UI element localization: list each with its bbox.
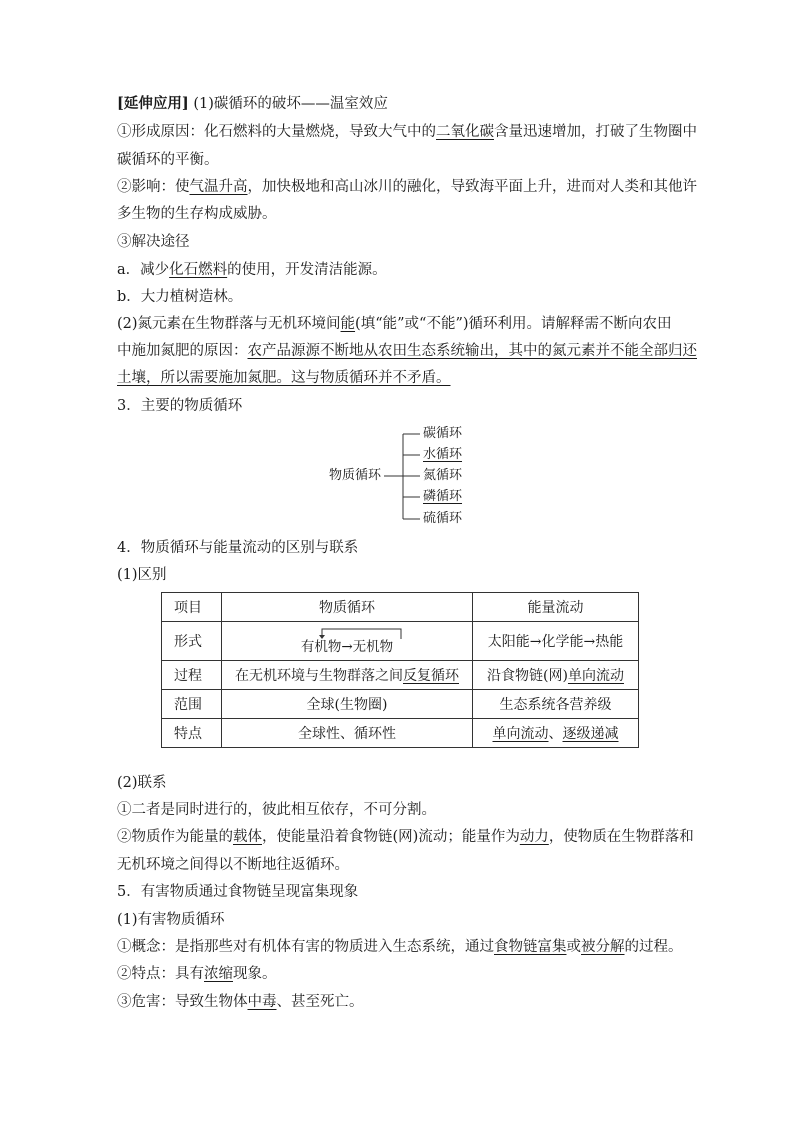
concept-line [117, 937, 683, 957]
relation-2-mid: ，使能量沿着食物链(网)流动；能量作为 [262, 829, 520, 845]
harm-prefix: ③危害：导致生物体 [117, 994, 248, 1010]
section5-title: 5．有害物质通过食物链呈现富集现象 [117, 884, 359, 900]
section5-sub1: (1)有害物质循环 [117, 912, 225, 928]
impact-prefix: ②影响：使 [117, 179, 190, 195]
tree-root-label: 物质循环 [329, 468, 382, 483]
nitrogen-line3-blank: 土壤，所以需要施加氮肥。这与物质循环并不矛盾。 [117, 370, 451, 386]
impact-line-2: 多生物的生存构成威胁。 [117, 206, 277, 222]
section4-title: 4．物质循环与能量流动的区别与联系 [117, 540, 359, 556]
solution-title: ③解决途径 [117, 234, 190, 250]
nitrogen-prefix: (2)氮元素在生物群落与无机环境间 [117, 316, 341, 332]
extension-tag: [延伸应用] [117, 95, 189, 112]
harm-blank: 中毒 [247, 994, 277, 1010]
feature-suffix: 现象。 [233, 966, 277, 982]
cause-prefix: ①形成原因：化石燃料的大量燃烧，导致大气中的 [117, 124, 436, 140]
feature-prefix: ②特点：具有 [117, 966, 204, 982]
tree-item-carbon: 碳循环 [423, 426, 463, 441]
process-energy [473, 661, 639, 690]
flow-from: 有机物 [300, 639, 342, 655]
section3-title: 3．主要的物质循环 [117, 398, 243, 414]
header-energy: 能量流动 [473, 593, 639, 622]
form-matter [222, 622, 473, 661]
nitrogen-blank: 能 [340, 316, 356, 332]
nitrogen-suffix: (填“能”或“不能”)循环利用。请解释需不断向农田 [355, 316, 672, 332]
impact-suffix: ，加快极地和高山冰川的融化，导致海平面上升，进而对人类和其他许 [247, 179, 697, 195]
table-row-process [162, 661, 639, 690]
cause-blank: 二氧化碳 [436, 124, 494, 140]
table-row-feature [162, 719, 639, 748]
feature-matter: 全球性、循环性 [222, 719, 473, 748]
relation-2-blank1: 载体 [233, 829, 262, 845]
matter-flow-diagram [301, 627, 393, 655]
cause-suffix: 含量迅速增加，打破了生物圈中 [494, 124, 697, 140]
comparison-table [161, 592, 639, 748]
tree-item-sulfur: 硫循环 [423, 511, 463, 526]
feature-label: 特点 [162, 719, 222, 748]
table-row-scope [162, 690, 639, 719]
concept-blank2: 被分解 [581, 939, 625, 955]
scope-label: 范围 [162, 690, 222, 719]
feature-energy-sep: 、 [548, 726, 563, 742]
harm-line [117, 992, 364, 1012]
concept-blank1: 食物链富集 [494, 939, 567, 955]
relation-2-line2: 无机环境之间得以不断地往返循环。 [117, 857, 349, 873]
process-matter-prefix: 在无机环境与生物群落之间 [235, 668, 403, 684]
form-label: 形式 [162, 622, 222, 661]
relation-2 [117, 827, 694, 847]
harm-suffix: 、甚至死亡。 [276, 994, 364, 1010]
scope-matter: 全球(生物圈) [222, 690, 473, 719]
process-label: 过程 [162, 661, 222, 690]
cycle-return-arrow [301, 627, 421, 639]
solution-b: b．大力植树造林。 [117, 289, 243, 305]
header-matter: 物质循环 [222, 593, 473, 622]
feature-energy-b: 逐级递减 [562, 726, 619, 742]
relation-1: ①二者是同时进行的，彼此相互依存，不可分割。 [117, 802, 436, 818]
concept-prefix: ①概念：是指那些对有机体有害的物质进入生态系统，通过 [117, 939, 494, 955]
cause-line-2: 碳循环的平衡。 [117, 152, 219, 168]
flow-arrow-icon: → [341, 639, 353, 655]
relation-2-prefix: ②物质作为能量的 [117, 829, 233, 845]
section4-sub1: (1)区别 [117, 567, 167, 583]
process-matter [222, 661, 473, 690]
feature-energy-a: 单向流动 [492, 726, 549, 742]
process-matter-blank: 反复循环 [403, 668, 459, 684]
solution-a-suffix: 的使用，开发清洁能源。 [227, 262, 387, 278]
solution-a-blank: 化石燃料 [169, 262, 228, 278]
feature-blank: 浓缩 [204, 966, 233, 982]
solution-a-prefix: a．减少 [117, 262, 170, 278]
section4-sub2: (2)联系 [117, 775, 167, 791]
header-item: 项目 [162, 593, 222, 622]
tree-item-nitrogen: 氮循环 [423, 468, 463, 483]
process-energy-prefix: 沿食物链(网) [487, 668, 568, 684]
concept-mid: 或 [566, 939, 581, 955]
tree-item-water: 水循环 [423, 447, 463, 462]
nitrogen-line2-prefix: 中施加氮肥的原因： [117, 343, 248, 359]
table-header-row [162, 593, 639, 622]
concept-suffix: 的过程。 [624, 939, 683, 955]
extension-title: (1)碳循环的破坏——温室效应 [193, 96, 388, 112]
flow-to: 无机物 [352, 639, 394, 655]
form-energy: 太阳能→化学能→热能 [473, 622, 639, 661]
impact-blank: 气温升高 [189, 179, 248, 195]
table-row-form [162, 622, 639, 661]
nitrogen-line2-blank: 农产品源源不断地从农田生态系统输出，其中的氮元素并不能全部归还 [247, 343, 697, 359]
feature-energy [473, 719, 639, 748]
relation-2-suffix: ，使物质在生物群落和 [548, 829, 694, 845]
relation-2-blank2: 动力 [519, 829, 549, 845]
feature-line [117, 964, 277, 984]
scope-energy: 生态系统各营养级 [473, 690, 639, 719]
process-energy-blank: 单向流动 [567, 668, 624, 684]
tree-item-phosphorus: 磷循环 [423, 489, 463, 504]
